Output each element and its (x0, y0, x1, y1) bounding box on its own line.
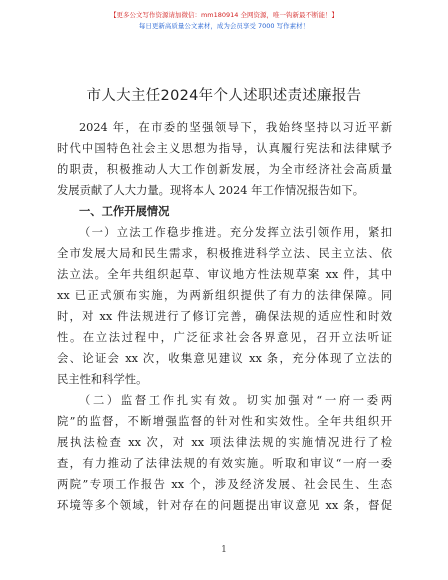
paragraph-line: 全市发展大局和民生需求，积极推进科学立法、民主立法、依 (57, 247, 392, 260)
document-title: 市人大主任2024年个人述职述责述廉报告 (86, 88, 362, 104)
paragraph-line: （二）监督工作扎实有效。切实加强对“一府一委两 (79, 394, 392, 407)
page-number: 1 (221, 545, 227, 555)
paragraph-line: 两院”专项工作报告 xx 个，涉及经济发展、社会民生、生态 (57, 478, 392, 491)
paragraph-line: 发展贡献了人大力量。现将本人 2024 年工作情况报告如下。 (57, 184, 365, 197)
paragraph-line: 环境等多个领域，针对存在的问题提出审议意见 xx 条，督促 (57, 499, 392, 512)
section-heading: 一、工作开展情况 (79, 205, 170, 218)
paragraph-line: 2024 年，在市委的坚强领导下，我始终坚持以习近平新 (79, 121, 392, 134)
paragraph-line: 查，有力推动了法律法规的有效实施。听取和审议“一府一委 (57, 457, 392, 470)
paragraph-line: 法立法。全年共组织起草、审议地方性法规草案 xx 件，其中 (57, 268, 392, 281)
banner-line-1: 【更多公文写作资源请加微信：mm180914 全网资源，唯一钩新最不断能！】 (109, 11, 339, 19)
paragraph-line: xx 已正式颁布实施，为两新组织提供了有力的法律保障。同 (57, 289, 392, 302)
paragraph-line: 时，对 xx 件法规进行了修订完善，确保法规的适应性和时效 (57, 310, 392, 323)
paragraph-line: 展执法检查 xx 次，对 xx 项法律法规的实施情况进行了检 (57, 436, 392, 449)
document-body (57, 117, 392, 516)
paragraph-line: 时代中国特色社会主义思想为指导，认真履行宪法和法律赋予 (57, 142, 392, 155)
paragraph-line: 民主性和科学性。 (57, 373, 148, 386)
paragraph-line: （一）立法工作稳步推进。充分发挥立法引领作用，紧扣 (79, 226, 392, 239)
banner-line-2: 每日更新高质量公文素材，成为会员享受 7000 写作素材！ (138, 22, 310, 30)
paragraph-line: 的职责，积极推动人大工作创新发展，为全市经济社会高质量 (57, 163, 392, 176)
paragraph-line: 院”的监督，不断增强监督的针对性和实效性。全年共组织开 (57, 415, 392, 428)
paragraph-line: 会、论证会 xx 次，收集意见建议 xx 条，充分体现了立法的 (57, 352, 392, 365)
header-banner (0, 10, 448, 32)
paragraph-line: 性。在立法过程中，广泛征求社会各界意见，召开立法听证 (57, 331, 392, 344)
